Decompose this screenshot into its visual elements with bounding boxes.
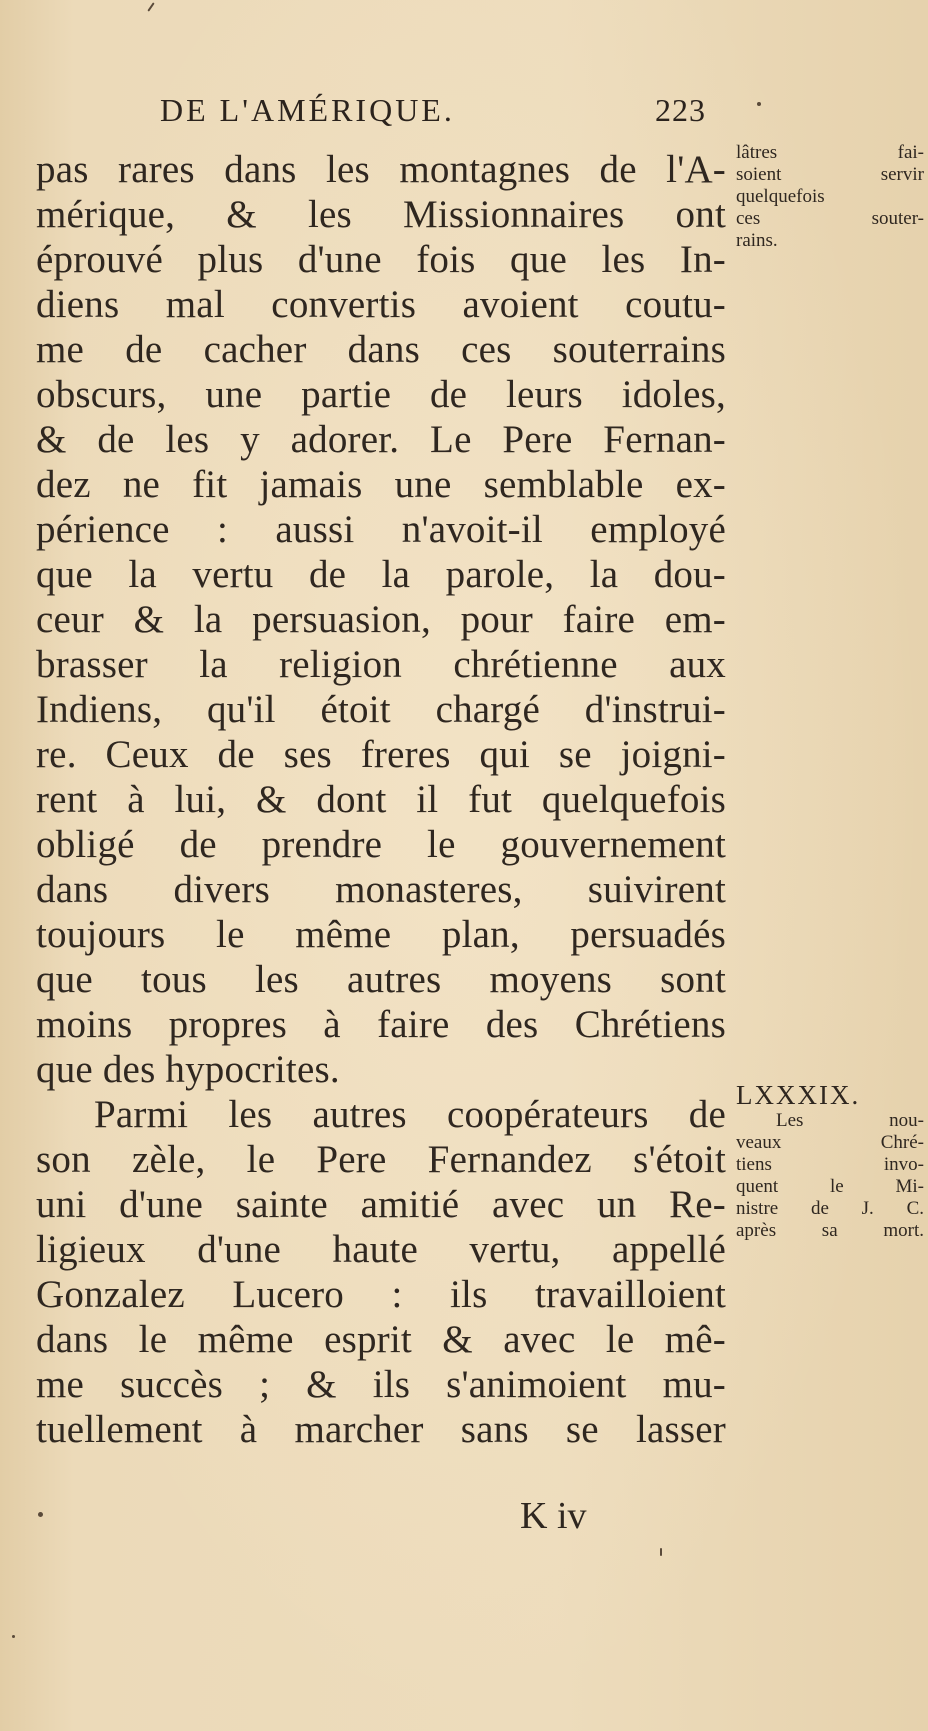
text-line: Gonzalez Lucero : ils travailloient [36,1273,726,1316]
margin-note-line: ces souter- [736,208,924,229]
ink-speck [147,2,154,11]
page-number: 223 [655,92,706,128]
running-title: DE L'AMÉRIQUE. [160,92,455,128]
margin-note-line: quent le Mi- [736,1176,924,1197]
text-line: dans le même esprit & avec le mê- [36,1318,726,1361]
paragraph-start-line: Parmi les autres coopérateurs de [94,1093,726,1136]
text-line: brasser la religion chrétienne aux [36,643,726,686]
text-line: moins propres à faire des Chrétiens [36,1003,726,1046]
text-line: pas rares dans les montagnes de l'A- [36,148,726,191]
margin-note-line: veaux Chré- [736,1132,924,1153]
margin-note-souterrains [736,142,924,252]
margin-note-line: après sa mort. [736,1220,924,1241]
margin-note-line: nistre de J. C. [736,1198,924,1219]
text-line: dez ne fit jamais une semblable ex- [36,463,726,506]
text-line: obscurs, une partie de leurs idoles, [36,373,726,416]
text-line: périence : aussi n'avoit-il employé [36,508,726,551]
text-line: me succès ; & ils s'animoient mu- [36,1363,726,1406]
section-number: LXXXIX. [736,1080,861,1110]
margin-note-line: soient servir [736,164,924,185]
signature-mark: K iv [520,1495,587,1537]
text-line: rent à lui, & dont il fut quelquefois [36,778,726,821]
margin-note-line: Les nou- [776,1110,924,1131]
ink-speck [660,1548,662,1556]
margin-note-line: quelquefois [736,186,825,207]
text-line: que la vertu de la parole, la dou- [36,553,726,596]
text-line: tuellement à marcher sans se lasser [36,1408,726,1451]
margin-note-line: rains. [736,230,778,251]
text-line: diens mal convertis avoient coutu- [36,283,726,326]
text-line: son zèle, le Pere Fernandez s'étoit [36,1138,726,1181]
text-line: ceur & la persuasion, pour faire em- [36,598,726,641]
text-line: que des hypocrites. [36,1048,340,1091]
text-line: dans divers monasteres, suivirent [36,868,726,911]
ink-speck [38,1512,43,1517]
text-line: me de cacher dans ces souterrains [36,328,726,371]
margin-note-lxxxix [736,1080,924,1242]
text-line: éprouvé plus d'une fois que les In- [36,238,726,281]
ink-speck [757,102,761,106]
margin-note-line: lâtres fai- [736,142,924,163]
text-line: obligé de prendre le gouvernement [36,823,726,866]
text-line: Indiens, qu'il étoit chargé d'instrui- [36,688,726,731]
text-line: que tous les autres moyens sont [36,958,726,1001]
ink-speck [12,1635,15,1638]
margin-note-line: tiens invo- [736,1154,924,1175]
text-line: & de les y adorer. Le Pere Fernan- [36,418,726,461]
text-line: ligieux d'une haute vertu, appellé [36,1228,726,1271]
text-line: re. Ceux de ses freres qui se joigni- [36,733,726,776]
text-line: uni d'une sainte amitié avec un Re- [36,1183,726,1226]
text-line: mérique, & les Missionnaires ont [36,193,726,236]
text-line: toujours le même plan, persuadés [36,913,726,956]
